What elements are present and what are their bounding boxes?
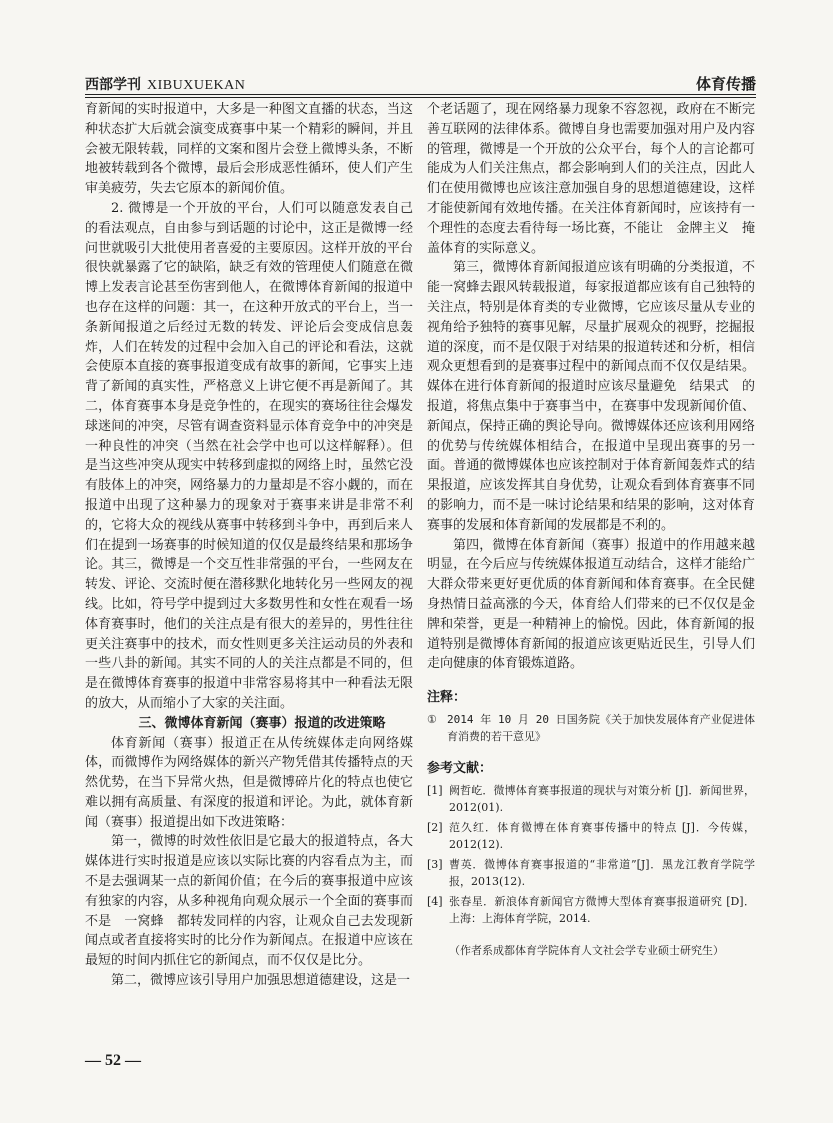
footnote-mark: ① xyxy=(427,713,437,727)
paragraph: 第四，微博在体育新闻（赛事）报道中的作用越来越明显，在今后应与传统媒体报道互动结合，这样才能给广大群众带来更好更优质的体育新闻和体育赛事。在全民健身热情日益高涨的今天，体育给人们带来的已不仅仅是金牌和荣誉，更是一种精神上的愉悦。因此，体育新闻的报道特别是微博体育新闻的报道应该更贴近民生，引导人们走向健康的体育锻炼道路。 xyxy=(427,537,755,672)
reference-item xyxy=(427,893,755,927)
header-rule-thin xyxy=(85,97,756,98)
reference-text: 张春星．新浪体育新闻官方微博大型体育赛事报道研究 [D]．上海：上海体育学院，2014. xyxy=(449,895,755,926)
paragraph: 第一，微博的时效性依旧是它最大的报道特点，各大媒体进行实时报道是应该以实际比赛的内容看点为主，而不是去强调某一点的新闻价值；在今后的赛事报道中应该有独家的内容，从多种视角向观众展示一个全面的赛事而不是 一窝蜂 都转发同样的内容，让观众自己去发现新闻点或者直接将实时的比分作为新闻点。在报道中应该在最短的时间内抓住它的新闻点，而不仅仅是比分。 xyxy=(85,834,413,969)
footnote-text: 2014 年 10 月 20 日国务院《关于加快发展体育产业促进体育消费的若干意见》 xyxy=(447,713,755,744)
footnote xyxy=(427,711,755,745)
reference-number: [4] xyxy=(427,895,443,909)
paragraph: 育新闻的实时报道中，大多是一种图文直播的状态，当这种状态扩大后就会演变成赛事中某一个精彩的瞬间，并且会被无限转载，同样的文案和图片会登上微博头条，不断地被转载到各个微博，最后会形成恶性循环，使人们产生审美疲劳，失去它原本的新闻价值。 xyxy=(85,102,413,197)
section-heading: 三、微博体育新闻（赛事）报道的改进策略 xyxy=(138,715,386,731)
paragraph: 个老话题了，现在网络暴力现象不容忽视，政府在不断完善互联网的法律体系。微博自身也需要加强对用户及内容的管理，微博是一个开放的公众平台，每个人的言论都可能成为人们关注焦点，都会影响到人们的关注点，因此人们在使用微博也应该注意加强自身的思想道德建设，这样才能使新闻有效地传播。在关注体育新闻时，应该持有一个理性的态度去看待每一场比赛，不能让 金牌主义 掩盖体育的实际意义。 xyxy=(427,102,755,256)
reference-number: [1] xyxy=(427,784,443,798)
notes-heading: 注释： xyxy=(427,690,467,706)
reference-number: [2] xyxy=(427,821,443,835)
journal-name-cn: 西部学刊 xyxy=(85,77,141,93)
reference-item xyxy=(427,782,755,816)
header-rule-thick xyxy=(85,94,756,95)
page-number: — 52 — xyxy=(85,1052,141,1069)
journal-name xyxy=(85,74,245,94)
author-note: （作者系成都体育学院体育人文社会学专业硕士研究生） xyxy=(449,944,724,958)
paragraph: 第三，微博体育新闻报道应该有明确的分类报道，不能一窝蜂去跟风转载报道，每家报道都应该有自己独特的关注点，特别是体育类的专业微博，它应该尽量从专业的视角给予独特的赛事见解，尽量扩展观众的视野，挖掘报道的深度，而不是仅限于对结果的报道转述和分析，相信观众更想看到的是赛事过程中的新闻点而不仅仅是结果。媒体在进行体育新闻的报道时应该尽量避免 结果式 的报道，将焦点集中于赛事当中，在赛事中发现新闻价值、新闻点，保持正确的舆论导向。微博媒体还应该利用网络的优势与传统媒体相结合，在报道中呈现出赛事的另一面。普通的微博媒体也应该控制对于体育新闻轰炸式的结果报道，应该发挥其自身优势，让观众看到体育赛事不同的影响力，而不是一味讨论结果和结果的影响，这对体育赛事的发展和体育新闻的发展都是不利的。 xyxy=(427,260,755,533)
right-column xyxy=(427,100,755,961)
references-heading: 参考文献： xyxy=(427,761,493,777)
left-column xyxy=(85,100,413,991)
section-name: 体育传播 xyxy=(695,75,756,93)
reference-text: 阙哲屹．微博体育赛事报道的现状与对策分析 [J]．新闻世界，2012(01). xyxy=(449,784,755,815)
reference-item xyxy=(427,819,755,853)
reference-text: 范久红．体育微博在体育赛事传播中的特点 [J]．今传媒，2012(12). xyxy=(449,821,755,852)
reference-item xyxy=(427,856,755,890)
reference-number: [3] xyxy=(427,858,443,872)
reference-text: 曹英．微博体育赛事报道的“非常道”[J]．黑龙江教育学院学报，2013(12). xyxy=(449,858,755,889)
running-header xyxy=(85,70,756,94)
paragraph: 2. 微博是一个开放的平台，人们可以随意发表自己的看法观点，自由参与到话题的讨论中，这正是微博一经问世就吸引大批使用者喜爱的主要原因。这样开放的平台很快就暴露了它的缺陷，缺乏有效的管理使人们随意在微博上发表言论甚至伤害到他人，在微博体育新闻的报道中也存在这样的问题：其一，在这种开放式的平台上，当一条新闻报道之后经过无数的转发、评论后会变成信息轰炸，人们在转发的过程中会加入自己的评论和看法，这就会使原本直接的赛事报道变成有故事的新闻，它事实上违背了新闻的真实性，严格意义上讲它便不再是新闻了。其二，体育赛事本身是竞争性的，在现实的赛场往往会爆发球迷间的冲突，尽管有调查资料显示体育竞争中的冲突是一种良性的冲突（当然在社会学中也可以这样解释）。但是当这些冲突从现实中转移到虚拟的网络上时，虽然它没有肢体上的冲突，网络暴力的力量却是不容小觑的，而在报道中出现了这种暴力的现象对于赛事来讲是非常不利的，它将大众的视线从赛事中转移到斗争中，再到后来人们在提到一场赛事的时候知道的仅仅是最终结果和那场争论。其三，微博是一个交互性非常强的平台，一些网友在转发、评论、交流时便在潜移默化地转化另一些网友的视线。比如，符号学中提到过大多数男性和女性在观看一场体育赛事时，他们的关注点是有很大的差异的，男性往往更关注赛事中的技术，而女性则更多关注运动员的外表和一些八卦的新闻。其实不同的人的关注点都是不同的，但是在微博体育赛事的报道中非常容易将其中一种看法无限的放大，从而缩小了大家的关注面。 xyxy=(85,200,413,711)
paragraph: 第二，微博应该引导用户加强思想道德建设，这是一 xyxy=(111,973,411,989)
paragraph: 体育新闻（赛事）报道正在从传统媒体走向网络媒体，而微博作为网络媒体的新兴产物凭借其传播特点的天然优势，在当下异常火热，但是微博碎片化的特点也使它难以拥有高质量、有深度的报道和评论。为此，就体育新闻（赛事）报道提出如下改进策略： xyxy=(85,735,413,830)
journal-name-latin: XIBUXUEKAN xyxy=(147,78,246,93)
